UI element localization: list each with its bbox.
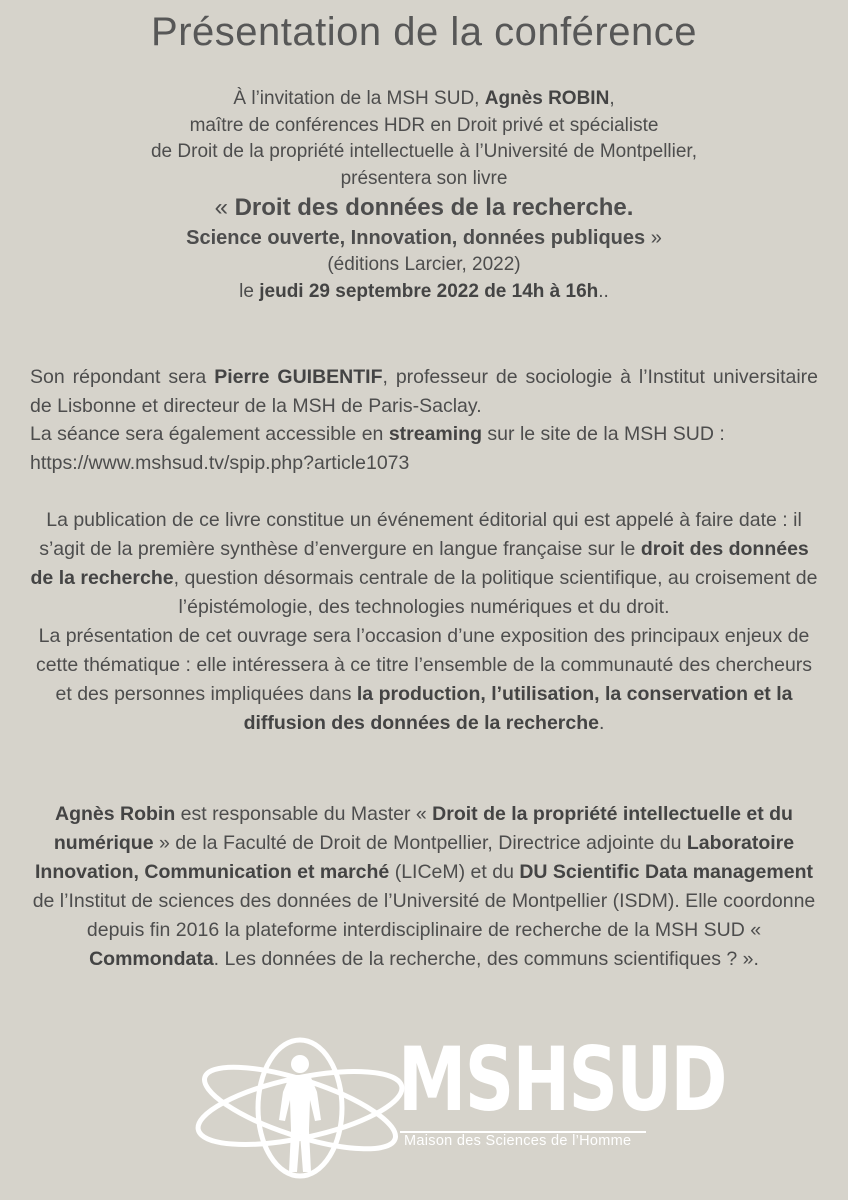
intro-line-4: présentera son livre [340, 167, 508, 189]
author-name: Agnès ROBIN [484, 88, 610, 109]
event-date: le jeudi 29 septembre 2022 de 14h à 16h.. [239, 280, 609, 302]
respondant-name: Pierre GUIBENTIF [214, 366, 383, 388]
book-title: « Droit des données de la recherche. [214, 194, 634, 221]
intro-block [40, 86, 808, 305]
bio-paragraph: Agnès Robin est responsable du Master « Droit de la propriété intellectuelle et du numérique » de la Faculté de Droit de Montpellier, Directrice adjointe du Laboratoire Innovation, Communication et marché (LICeM) et du DU Scientific Data management de l’Institut de sciences des données de l’Université de Montpellier (ISDM). Elle coordonne depuis fin 2016 la plateforme interdisciplinaire de recherche de la MSH SUD « Commondata. Les données de la recherche, des communs scientifiques ? ». [32, 803, 816, 970]
publisher: (éditions Larcier, 2022) [327, 254, 521, 275]
page-title: Présentation de la conférence [151, 10, 697, 54]
book-subtitle: Science ouverte, Innovation, données publiques » [186, 227, 662, 249]
publication-paragraph: La publication de ce livre constitue un événement éditorial qui est appelé à faire date : il s’agit de la première synthèse d’envergure en langue française sur le droit des données de la recherche, question désormais centrale de la politique scientifique, au croisement de l’épistémologie, des technologies numériques et du droit. La présentation de cet ouvrage sera l’occasion d’une exposition des principaux enjeux de cette thématique : elle intéressera à ce titre l’ensemble de la communauté des chercheurs et des personnes impliquées dans la production, l’utilisation, la conservation et la diffusion des données de la recherche. [30, 509, 818, 734]
intro-line-3: de Droit de la propriété intellectuelle à l’Université de Montpellier, [150, 141, 697, 162]
logo-subtitle: Maison des Sciences de l’Homme [404, 1133, 632, 1149]
streaming-url[interactable]: https://www.mshsud.tv/spip.php?article1073 [30, 451, 410, 474]
streaming-label: streaming [388, 423, 483, 445]
respondant-paragraph: Son répondant sera Pierre GUIBENTIF, professeur de sociologie à l’Institut universitaire de Lisbonne et directeur de la MSH de Paris-Saclay. La séance sera également accessible en streaming sur le site de la MSH SUD : https://www.mshsud.tv/spip.php?article1073 [30, 366, 819, 474]
intro-line-1: À l’invitation de la MSH SUD, Agnès ROBIN, [233, 88, 615, 109]
logo-wordmark: MSHSUD [398, 1028, 726, 1131]
intro-line-2: maître de conférences HDR en Droit privé et spécialiste [189, 114, 659, 136]
